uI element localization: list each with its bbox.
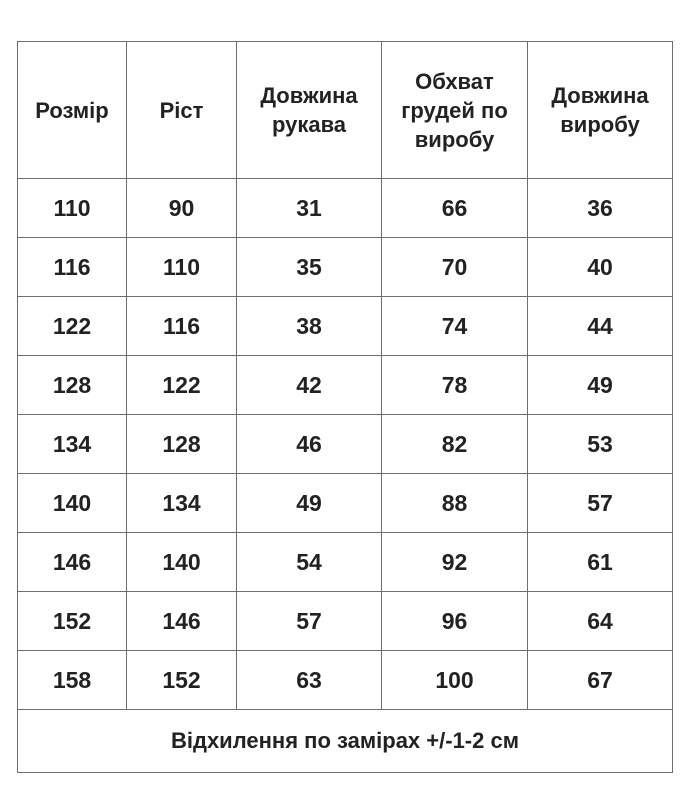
table-row — [18, 474, 673, 533]
cell-chest-girth: 88 — [382, 474, 528, 533]
cell-chest-girth: 66 — [382, 179, 528, 238]
cell-chest-girth: 74 — [382, 297, 528, 356]
header-size: Розмір — [18, 42, 127, 179]
header-chest-girth: Обхват грудей по виробу — [382, 42, 528, 179]
cell-chest-girth: 92 — [382, 533, 528, 592]
cell-height: 128 — [127, 415, 237, 474]
cell-size: 110 — [18, 179, 127, 238]
cell-height: 116 — [127, 297, 237, 356]
table-row — [18, 533, 673, 592]
cell-sleeve-length: 35 — [237, 238, 382, 297]
header-height: Ріст — [127, 42, 237, 179]
cell-sleeve-length: 63 — [237, 651, 382, 710]
cell-size: 128 — [18, 356, 127, 415]
cell-sleeve-length: 31 — [237, 179, 382, 238]
cell-height: 90 — [127, 179, 237, 238]
cell-height: 140 — [127, 533, 237, 592]
table-row — [18, 415, 673, 474]
header-garment-length: Довжина виробу — [528, 42, 673, 179]
measurement-tolerance-note: Відхилення по замірах +/-1-2 см — [18, 710, 673, 773]
cell-size: 116 — [18, 238, 127, 297]
cell-size: 146 — [18, 533, 127, 592]
cell-size: 134 — [18, 415, 127, 474]
cell-size: 152 — [18, 592, 127, 651]
size-chart-table — [17, 41, 673, 773]
cell-garment-length: 53 — [528, 415, 673, 474]
table-row — [18, 297, 673, 356]
cell-garment-length: 64 — [528, 592, 673, 651]
cell-sleeve-length: 57 — [237, 592, 382, 651]
table-row — [18, 651, 673, 710]
cell-sleeve-length: 42 — [237, 356, 382, 415]
cell-size: 158 — [18, 651, 127, 710]
cell-garment-length: 40 — [528, 238, 673, 297]
cell-garment-length: 36 — [528, 179, 673, 238]
cell-chest-girth: 96 — [382, 592, 528, 651]
cell-sleeve-length: 38 — [237, 297, 382, 356]
cell-height: 122 — [127, 356, 237, 415]
cell-size: 122 — [18, 297, 127, 356]
cell-size: 140 — [18, 474, 127, 533]
cell-garment-length: 44 — [528, 297, 673, 356]
cell-height: 152 — [127, 651, 237, 710]
table-row — [18, 592, 673, 651]
cell-chest-girth: 70 — [382, 238, 528, 297]
cell-garment-length: 57 — [528, 474, 673, 533]
cell-chest-girth: 78 — [382, 356, 528, 415]
cell-chest-girth: 100 — [382, 651, 528, 710]
table-row — [18, 179, 673, 238]
cell-sleeve-length: 46 — [237, 415, 382, 474]
cell-sleeve-length: 49 — [237, 474, 382, 533]
table-row — [18, 238, 673, 297]
cell-height: 134 — [127, 474, 237, 533]
cell-garment-length: 67 — [528, 651, 673, 710]
cell-chest-girth: 82 — [382, 415, 528, 474]
footer-row — [18, 710, 673, 773]
header-sleeve-length: Довжина рукава — [237, 42, 382, 179]
cell-garment-length: 49 — [528, 356, 673, 415]
cell-height: 110 — [127, 238, 237, 297]
table-row — [18, 356, 673, 415]
cell-height: 146 — [127, 592, 237, 651]
header-row — [18, 42, 673, 179]
cell-sleeve-length: 54 — [237, 533, 382, 592]
cell-garment-length: 61 — [528, 533, 673, 592]
